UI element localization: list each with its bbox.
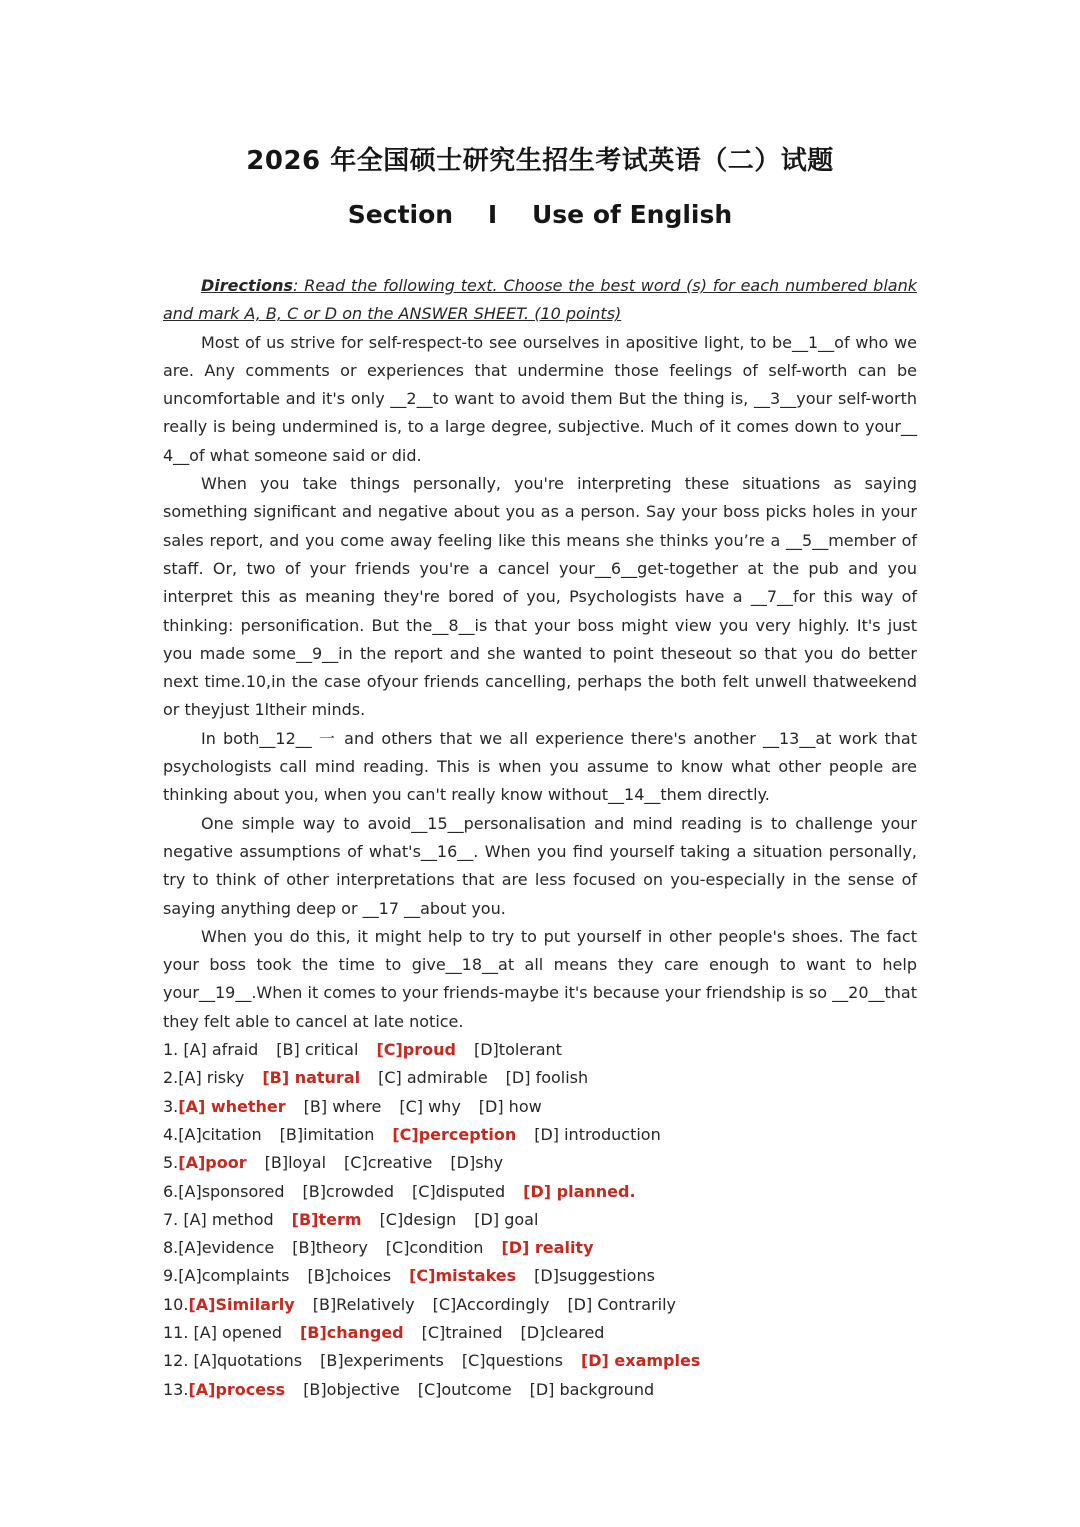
answer-option: [B]crowded [302,1181,394,1201]
question-number: 13. [163,1379,189,1399]
question-number: 2. [163,1068,179,1088]
answer-option: [B]loyal [264,1153,327,1173]
correct-answer-option: [B] natural [262,1068,361,1088]
answer-option: [A]complaints [178,1266,290,1286]
answer-option: [A]evidence [178,1238,275,1258]
answer-option: [D]shy [450,1153,504,1173]
answer-option: [C]trained [421,1322,503,1342]
question-number: 5. [163,1153,179,1173]
directions-label: Directions [201,276,294,295]
question-number: 10. [163,1294,189,1314]
answer-option: [D] background [529,1379,655,1399]
correct-answer-option: [D] reality [501,1238,594,1258]
answer-option: [A] method [183,1209,274,1229]
answer-option: [C]condition [385,1238,484,1258]
answer-option: [C]Accordingly [432,1294,550,1314]
section-heading: Section I Use of English [347,200,733,229]
answer-option: [D]tolerant [473,1040,562,1060]
answer-option: [D]suggestions [534,1266,655,1286]
answer-option: [C]design [379,1209,457,1229]
answer-option: [D] introduction [534,1124,661,1144]
correct-answer-option: [A]process [188,1379,286,1399]
passage-paragraph-3: In both__12__ 一 and others that we all experience there's another __13__at work that psychologists call mind reading. This is when you assume to know what other people are thinking about you, when you can't really know without__14__them directly. [163,728,917,805]
question-options-12 [163,1347,917,1375]
question-options-4 [163,1121,917,1149]
answer-option: [D] how [478,1096,542,1116]
question-number: 4. [163,1124,179,1144]
answer-option: [C] why [399,1096,461,1116]
answer-options-list [163,1036,917,1404]
answer-option: [B]theory [292,1238,368,1258]
answer-option: [B]choices [307,1266,392,1286]
question-options-13 [163,1376,917,1404]
question-number: 3. [163,1096,179,1116]
answer-option: [A] opened [193,1322,282,1342]
correct-answer-option: [A]Similarly [188,1294,295,1314]
answer-option: [A]sponsored [178,1181,285,1201]
answer-option: [C]questions [461,1351,563,1371]
answer-option: [B]objective [303,1379,400,1399]
answer-option: [D]cleared [520,1322,605,1342]
correct-answer-option: [D] planned. [523,1181,636,1201]
correct-answer-option: [B]changed [299,1322,404,1342]
question-options-1 [163,1036,917,1064]
correct-answer-option: [D] examples [580,1351,701,1371]
correct-answer-option: [C]mistakes [409,1266,517,1286]
passage-paragraph-5: When you do this, it might help to try to put yourself in other people's shoes. The fact your boss took the time to give__18__at all means they care enough to want to help your__19__.When it comes to your friends-maybe it's because your friendship is so __20__that they felt able to cancel at late notice. [163,926,917,1031]
question-options-11 [163,1319,917,1347]
answer-option: [C]creative [344,1153,433,1173]
answer-option: [A]quotations [193,1351,303,1371]
answer-option: [C]outcome [417,1379,512,1399]
directions-text: : Read the following text. Choose the best word (s) for each numbered blank and mark A, B, C or D on the ANSWER SHEET. (10 points) [163,276,917,324]
answer-option: [D] foolish [505,1068,589,1088]
answer-option: [B]imitation [279,1124,375,1144]
question-options-7 [163,1206,917,1234]
question-number: 12. [163,1351,194,1371]
answer-option: [A] risky [178,1068,245,1088]
answer-option: [B]Relatively [312,1294,415,1314]
question-options-5 [163,1149,917,1177]
passage-paragraph-2: When you take things personally, you're interpreting these situations as saying something significant and negative about you as a person. Say your boss picks holes in your sales report, and you come away feeling like this means she thinks you’re a __5__member of staff. Or, two of your friends you're a cancel your__6__get-together at the pub and you interpret this as meaning they're bored of you, Psychologists have a __7__for this way of thinking: personification. But the__8__is that your boss might view you very highly. It's just you made some__9__in the report and she wanted to point theseout so that you do better next time.10,in the case ofyour friends cancelling, perhaps the both felt unwell thatweekend or theyjust 1ltheir minds. [163,474,917,720]
passage-paragraph-1: Most of us strive for self-respect-to see ourselves in apositive light, to be__1__of who we are. Any comments or experiences that undermine those feelings of self-worth can be uncomfortable and it's only __2__to want to avoid them But the thing is, __3__your self-worth really is being undermined is, to a large degree, subjective. Much of it comes down to your__ 4__of what someone said or did. [163,332,917,465]
question-number: 8. [163,1238,179,1258]
answer-option: [B] where [303,1096,382,1116]
correct-answer-option: [C]perception [392,1124,517,1144]
correct-answer-option: [C]proud [376,1040,456,1060]
question-number: 11. [163,1322,194,1342]
exam-body [163,272,917,1404]
answer-option: [D] Contrarily [567,1294,677,1314]
question-options-6 [163,1178,917,1206]
answer-option: [D] goal [474,1209,539,1229]
question-number: 9. [163,1266,179,1286]
question-number: 6. [163,1181,179,1201]
correct-answer-option: [A] whether [178,1096,286,1116]
passage-paragraph-4: One simple way to avoid__15__personalisation and mind reading is to challenge your negative assumptions of what's__16__. When you find yourself taking a situation personally, try to think of other interpretations that are less focused on you-especially in the sense of saying anything deep or __17 __about you. [163,813,917,918]
correct-answer-option: [A]poor [178,1153,247,1173]
question-number: 1. [163,1040,184,1060]
answer-option: [B]experiments [320,1351,444,1371]
answer-option: [A]citation [178,1124,262,1144]
question-options-9 [163,1262,917,1290]
answer-option: [C] admirable [378,1068,488,1088]
question-options-3 [163,1093,917,1121]
exam-title: 2026 年全国硕士研究生招生考试英语（二）试题 [246,146,834,176]
answer-option: [B] critical [276,1040,359,1060]
question-options-2 [163,1064,917,1092]
answer-option: [A] afraid [183,1040,259,1060]
correct-answer-option: [B]term [291,1209,362,1229]
question-options-8 [163,1234,917,1262]
answer-option: [C]disputed [411,1181,506,1201]
question-options-10 [163,1291,917,1319]
question-number: 7. [163,1209,184,1229]
directions [163,272,917,329]
